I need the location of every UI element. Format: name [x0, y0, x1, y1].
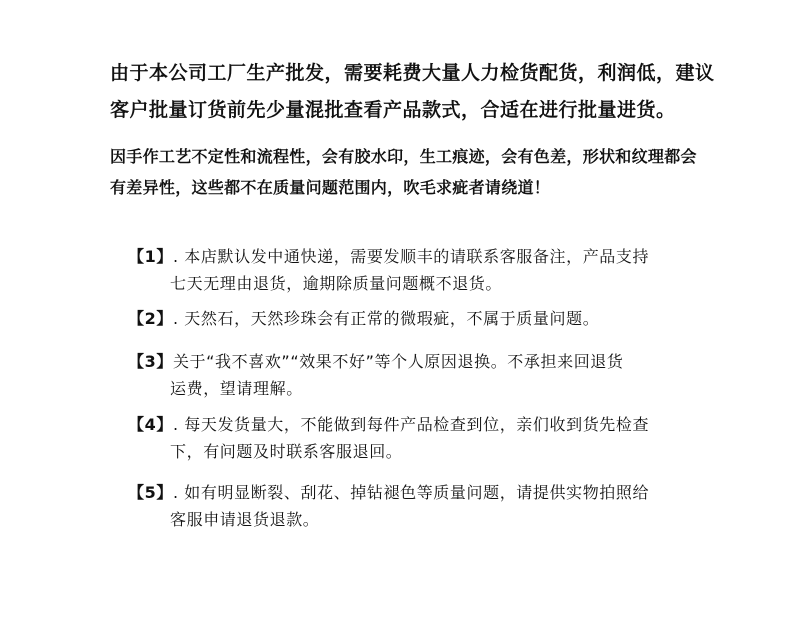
rule-text-line-1: . 天然石，天然珍珠会有正常的微瑕疵，不属于质量问题。 [172, 309, 600, 328]
rule-item-5 [128, 480, 649, 530]
rule-text-line-2: 下，有问题及时联系客服退回。 [170, 442, 403, 461]
rule-text-line-1: . 每天发货量大，不能做到每件产品检查到位，亲们收到货先检查 [172, 415, 650, 434]
rule-text-line-2: 七天无理由退货，逾期除质量问题概不退货。 [170, 274, 503, 293]
rule-item-4 [128, 412, 649, 462]
rule-number: 【3】 [128, 352, 173, 371]
rule-number: 【4】 [128, 415, 173, 434]
intro-line-1: 由于本公司工厂生产批发，需要耗费大量人力检货配货，利润低，建议 [110, 62, 715, 84]
rule-item-3 [128, 349, 624, 399]
rule-number: 【1】 [128, 247, 173, 266]
rule-text-line-1: . 如有明显断裂、刮花、掉钻褪色等质量问题，请提供实物拍照给 [172, 483, 650, 502]
rule-number: 【2】 [128, 309, 173, 328]
rule-text-line-2: 运费，望请理解。 [170, 379, 303, 398]
rule-item-1 [128, 244, 649, 294]
disclaimer-line-2: 有差异性，这些都不在质量问题范围内，吹毛求疵者请绕道！ [110, 178, 551, 197]
disclaimer-line-1: 因手作工艺不定性和流程性，会有胶水印，生工痕迹，会有色差，形状和纹理都会 [110, 147, 697, 166]
rule-text-line-1: 关于“我不喜欢”“效果不好”等个人原因退换。不承担来回退货 [172, 352, 624, 371]
rule-text-line-2: 客服申请退货退款。 [170, 510, 320, 529]
rule-text-line-1: . 本店默认发中通快递，需要发顺丰的请联系客服备注，产品支持 [172, 247, 650, 266]
rule-number: 【5】 [128, 483, 173, 502]
rule-item-2 [128, 306, 599, 329]
intro-line-2: 客户批量订货前先少量混批查看产品款式，合适在进行批量进货。 [110, 99, 676, 121]
